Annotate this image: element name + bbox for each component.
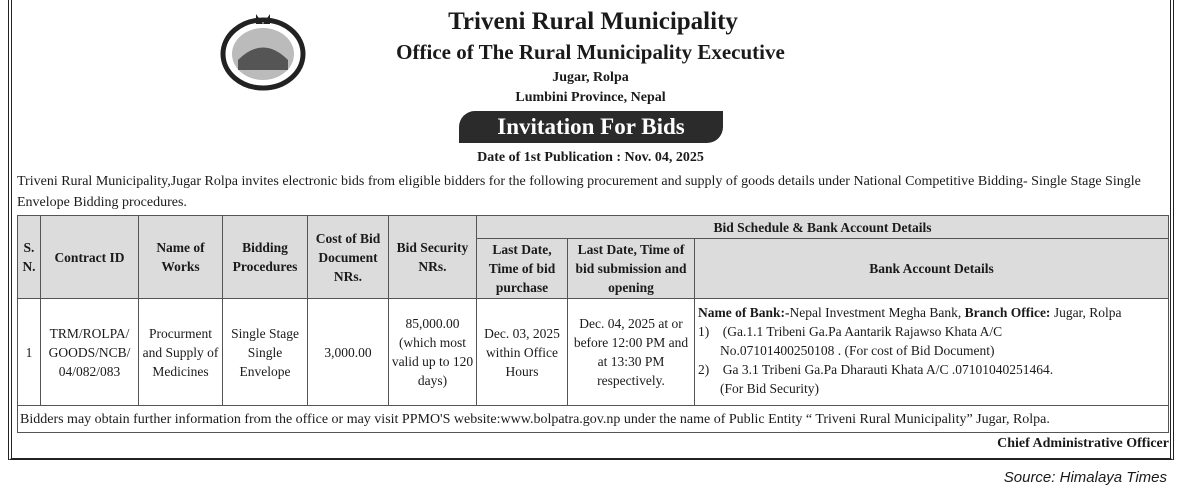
cell-cost: 3,000.00	[308, 299, 389, 406]
intro-paragraph: Triveni Rural Municipality,Jugar Rolpa invites electronic bids from eligible bidders for the following procurement and supply of goods details under National Competitive Bidding- Single Stage Single Envelope Bidding procedures.	[17, 174, 1141, 210]
municipality-title: Triveni Rural Municipality	[448, 8, 738, 35]
bank-name: Nepal Investment Megha Bank,	[789, 305, 965, 320]
account-1: 1) (Ga.1.1 Tribeni Ga.Pa Aantarik Rajawso Khata A/C	[698, 324, 1003, 339]
footer-note: Bidders may obtain further information from the office or may visit PPMO'S website:www.bolpatra.gov.np under the name of Public Entity “ Triveni Rural Municipality” Jugar, Rolpa.	[18, 406, 1169, 433]
header-contract-id: Contract ID	[41, 216, 139, 299]
header-cost: Cost of Bid Document NRs.	[308, 216, 389, 299]
cell-security: 85,000.00 (which most valid up to 120 days)	[389, 299, 477, 406]
signatory: Chief Administrative Officer	[997, 436, 1169, 451]
header-security: Bid Security NRs.	[389, 216, 477, 299]
account-2-purpose: (For Bid Security)	[720, 381, 819, 396]
invitation-banner: Invitation For Bids	[459, 111, 723, 143]
header-name-of-works: Name of Works	[139, 216, 223, 299]
table-row	[18, 299, 1169, 406]
cell-submission: Dec. 04, 2025 at or before 12:00 PM and at 13:30 PM respectively.	[568, 299, 695, 406]
office-subtitle: Office of The Rural Municipality Executive	[396, 40, 785, 64]
publication-date: Date of 1st Publication : Nov. 04, 2025	[477, 150, 704, 165]
branch-label: Branch Office:	[964, 305, 1051, 320]
header-bidding-procedures: Bidding Procedures	[223, 216, 308, 299]
bid-table	[17, 215, 1169, 433]
cell-name: Procurment and Supply of Medicines	[139, 299, 223, 406]
header-purchase: Last Date, Time of bid purchase	[477, 239, 568, 299]
cell-contract-id: TRM/ROLPA/ GOODS/NCB/ 04/082/083	[41, 299, 139, 406]
branch-name: Jugar, Rolpa	[1050, 305, 1122, 320]
address-line-2: Lumbini Province, Nepal	[515, 90, 666, 105]
header-submission: Last Date, Time of bid submission and opening	[568, 239, 695, 299]
source-credit: Source: Himalaya Times	[1003, 469, 1167, 486]
address-line-1: Jugar, Rolpa	[552, 70, 629, 85]
cell-purchase: Dec. 03, 2025 within Office Hours	[477, 299, 568, 406]
header-sn: S. N.	[18, 216, 41, 299]
cell-sn: 1	[18, 299, 41, 406]
account-1-number: No.07101400250108 . (For cost of Bid Document)	[720, 343, 995, 358]
header-schedule-group: Bid Schedule & Bank Account Details	[477, 216, 1169, 239]
header-bank: Bank Account Details	[695, 239, 1169, 299]
bank-label: Name of Bank:-	[698, 305, 790, 320]
cell-procedure: Single Stage Single Envelope	[223, 299, 308, 406]
cell-bank	[695, 299, 1169, 406]
account-2: 2) Ga 3.1 Tribeni Ga.Pa Dharauti Khata A/C .07101040251464.	[698, 362, 1054, 377]
